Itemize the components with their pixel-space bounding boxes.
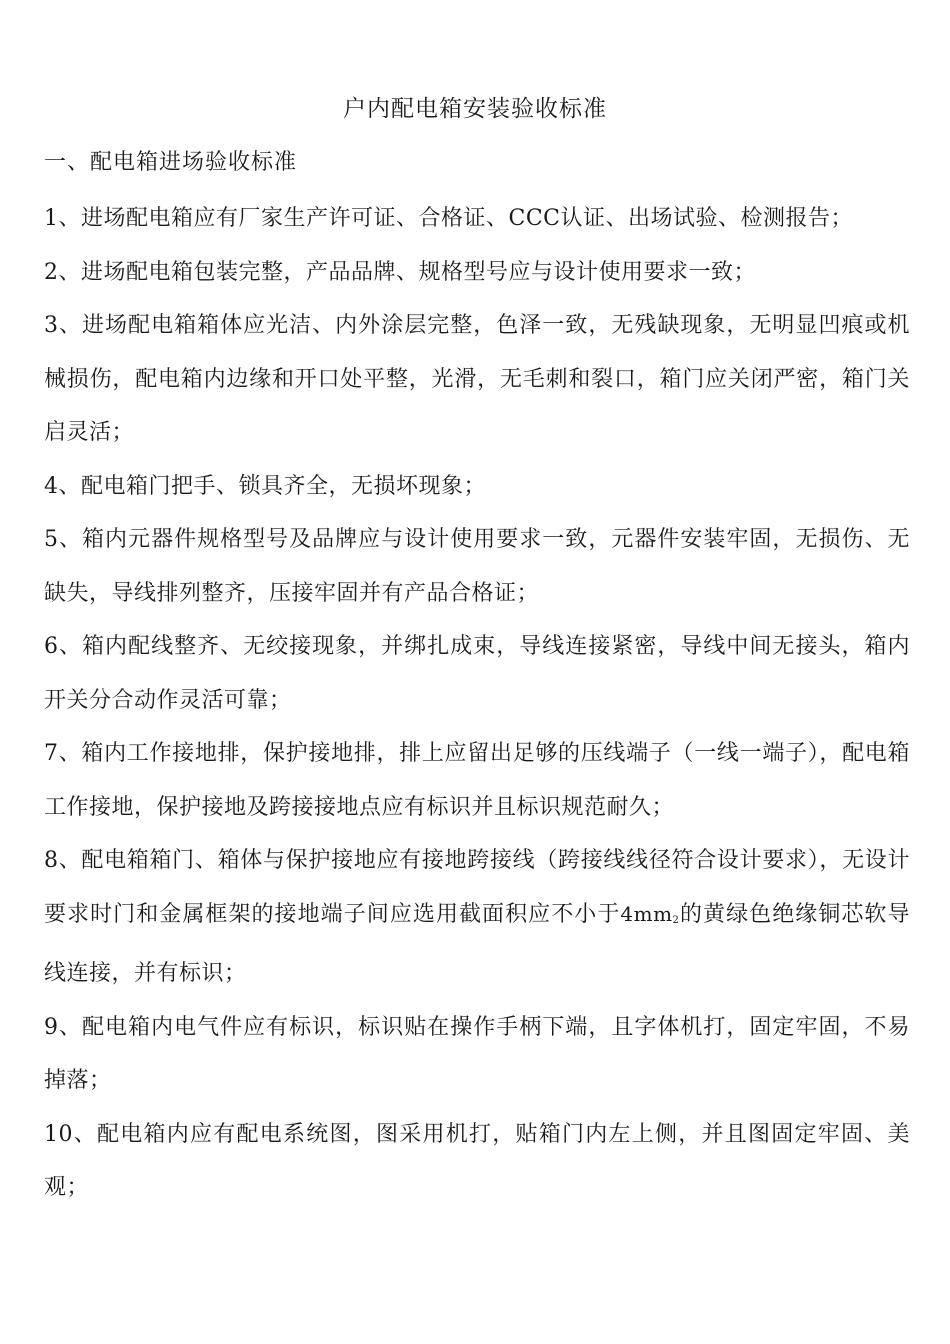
list-item: 4、配电箱门把手、锁具齐全，无损坏现象； — [44, 473, 486, 499]
unit-superscript: 2 — [672, 914, 680, 926]
list-item: 5、箱内元器件规格型号及品牌应与设计使用要求一致，元器件安装牢固，无损伤、无缺失，导线排列整齐，压接牢固并有产品合格证； — [44, 527, 910, 606]
unit-value — [620, 902, 679, 926]
list-item: 2、进场配电箱包装完整，产品品牌、规格型号应与设计使用要求一致； — [44, 259, 756, 285]
unit-number: 4mm — [620, 901, 673, 926]
document-title: 户内配电箱安装验收标准 — [343, 96, 607, 122]
list-item: 6、箱内配线整齐、无绞接现象，并绑扎成束，导线连接紧密，导线中间无接头，箱内开关分合动作灵活可靠； — [44, 634, 910, 713]
list-item: 1、进场配电箱应有厂家生产许可证、合格证、CCC认证、出场试验、检测报告； — [44, 206, 853, 231]
list-item: 9、配电箱内电气件应有标识，标识贴在操作手柄下端，且字体机打，固定牢固，不易掉落； — [44, 1014, 910, 1093]
list-item: 10、配电箱内应有配电系统图，图采用机打，贴箱门内左上侧，并且图固定牢固、美观； — [44, 1121, 910, 1200]
item-list — [44, 192, 910, 1215]
list-item — [44, 834, 910, 1001]
item-text-after-unit: 的黄绿色绝缘铜芯软导线连接，并有标识； — [44, 901, 910, 986]
list-item: 3、进场配电箱箱体应光洁、内外涂层完整，色泽一致，无残缺现象，无明显凹痕或机械损伤，配电箱内边缘和开口处平整，光滑，无毛刺和裂口，箱门应关闭严密，箱门关启灵活； — [44, 313, 910, 445]
section-heading: 一、配电箱进场验收标准 — [44, 150, 298, 175]
list-item: 7、箱内工作接地排，保护接地排，排上应留出足够的压线端子（一线一端子），配电箱工作接地，保护接地及跨接接地点应有标识并且标识规范耐久； — [44, 741, 910, 820]
item-text-before-unit: 8、配电箱箱门、箱体与保护接地应有接地跨接线（跨接线线径符合设计要求），无设计要求时门和金属框架的接地端子间应选用截面积应不小于 — [44, 848, 910, 927]
